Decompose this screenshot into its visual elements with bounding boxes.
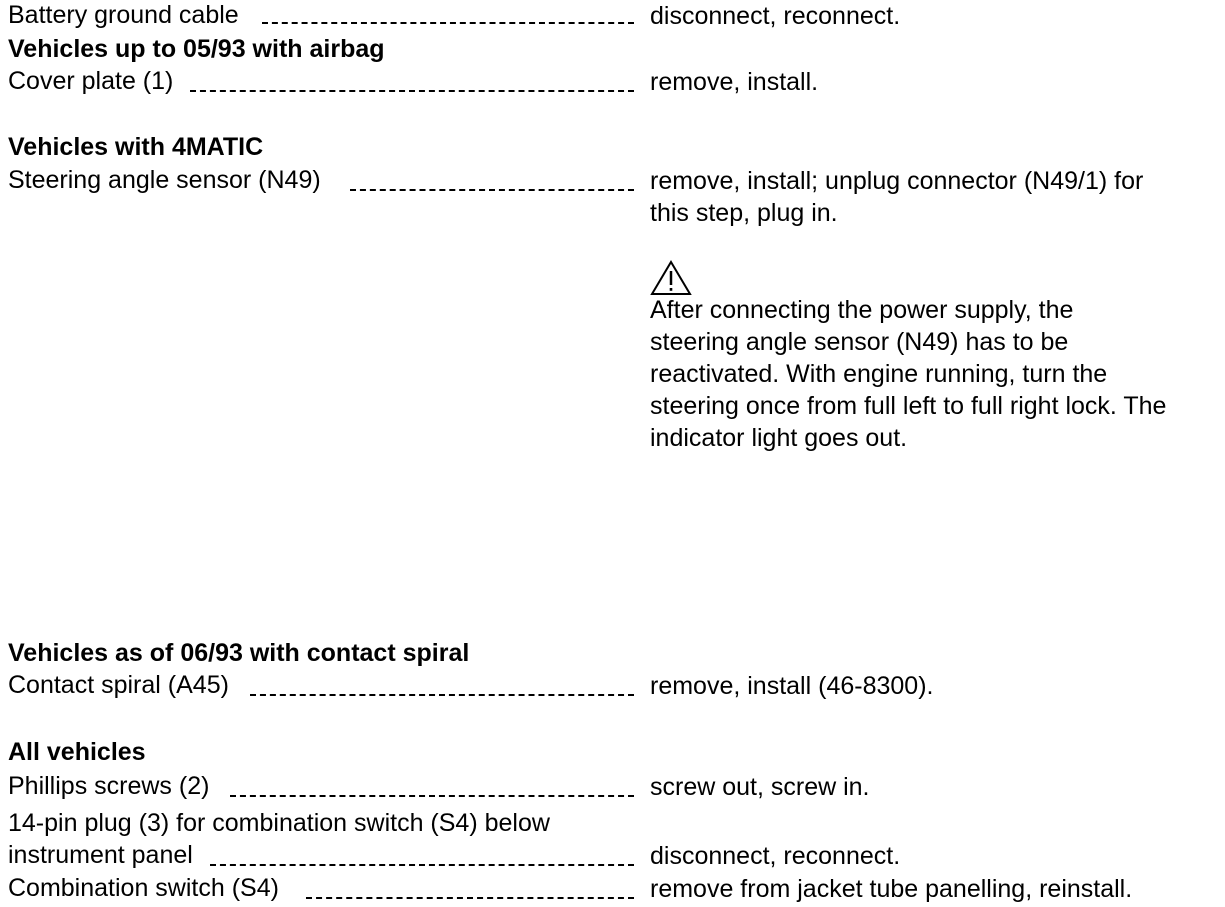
action-steering-angle-sensor-line-2: this step, plug in. [650,199,838,227]
section-heading-contact-spiral: Vehicles as of 06/93 with contact spiral [8,639,470,667]
warning-text-line-1: After connecting the power supply, the [650,296,1074,324]
item-label-steering-angle-sensor: Steering angle sensor (N49) [8,166,321,194]
section-heading-all-vehicles: All vehicles [8,738,146,766]
dotted-leader [210,864,634,866]
dotted-leader [250,694,634,696]
action-14-pin-plug: disconnect, reconnect. [650,842,901,870]
item-label-phillips-screws: Phillips screws (2) [8,772,210,800]
action-steering-angle-sensor-line-1: remove, install; unplug connector (N49/1) for [650,167,1144,195]
warning-text-line-2: steering angle sensor (N49) has to be [650,328,1069,356]
section-heading-4matic: Vehicles with 4MATIC [8,133,264,161]
action-contact-spiral: remove, install (46-8300). [650,672,934,700]
warning-text-line-4: steering once from full left to full right lock. The [650,392,1167,420]
section-heading-airbag: Vehicles up to 05/93 with airbag [8,35,385,63]
item-label-cover-plate: Cover plate (1) [8,67,174,95]
warning-triangle-icon [650,260,692,296]
action-battery-ground-cable: disconnect, reconnect. [650,2,901,30]
action-combination-switch: remove from jacket tube panelling, reinstall. [650,875,1133,903]
action-cover-plate: remove, install. [650,68,819,96]
dotted-leader [262,22,634,24]
action-phillips-screws: screw out, screw in. [650,773,870,801]
dotted-leader [230,795,634,797]
item-label-contact-spiral: Contact spiral (A45) [8,671,229,699]
warning-text-line-3: reactivated. With engine running, turn the [650,360,1108,388]
item-label-battery-ground-cable: Battery ground cable [8,1,239,29]
item-label-combination-switch: Combination switch (S4) [8,874,279,902]
dotted-leader [190,90,634,92]
item-label-14-pin-plug-line-2: instrument panel [8,841,193,869]
warning-text-line-5: indicator light goes out. [650,424,908,452]
item-label-14-pin-plug-line-1: 14-pin plug (3) for combination switch (S4) below [8,809,550,837]
dotted-leader [350,189,634,191]
dotted-leader [306,897,634,899]
